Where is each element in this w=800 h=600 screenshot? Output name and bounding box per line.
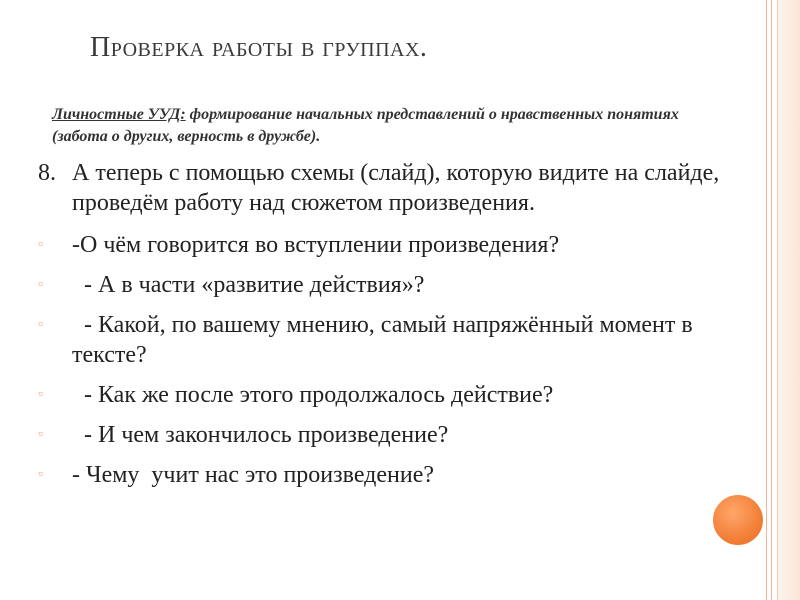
list-item-text: - И чем закончилось произведение? — [72, 422, 449, 448]
list-item — [38, 310, 728, 370]
item-number: 8. — [38, 160, 56, 186]
hollow-square-bullet-icon: ▫ — [38, 317, 43, 332]
right-border-line — [766, 0, 767, 600]
right-border-band — [778, 0, 800, 600]
list-item — [38, 230, 728, 260]
hollow-square-bullet-icon: ▫ — [38, 387, 43, 402]
numbered-item — [38, 158, 728, 218]
slide-title: Проверка работы в группах. — [90, 32, 428, 63]
list-item-text: -О чём говорится во вступлении произведения? — [72, 232, 560, 258]
orange-circle-decoration — [713, 495, 763, 545]
list-item-text: - А в части «развитие действия»? — [72, 272, 425, 298]
subtitle-uud-label: Личностные УУД: — [52, 106, 186, 123]
list-item-text: - Как же после этого продолжалось действие? — [72, 382, 554, 408]
hollow-square-bullet-icon: ▫ — [38, 427, 43, 442]
right-border-line — [777, 0, 778, 600]
hollow-square-bullet-icon: ▫ — [38, 237, 43, 252]
list-item — [38, 420, 728, 450]
list-item — [38, 460, 728, 490]
hollow-square-bullet-icon: ▫ — [38, 277, 43, 292]
list-item-text: - Чему учит нас это произведение? — [72, 462, 435, 488]
right-border-line — [771, 0, 772, 600]
slide-subtitle — [52, 104, 722, 148]
list-item-text: - Какой, по вашему мнению, самый напряжённый момент в тексте? — [72, 312, 699, 368]
list-item — [38, 270, 728, 300]
numbered-item-text: А теперь с помощью схемы (слайд), которую видите на слайде, проведём работу над сюжетом произведения. — [72, 160, 720, 216]
subtitle-description: формирование начальных представлений о нравственных понятиях (забота о других, верность в дружбе). — [52, 106, 679, 145]
hollow-square-bullet-icon: ▫ — [38, 467, 43, 482]
slide-content — [38, 158, 728, 500]
list-item — [38, 380, 728, 410]
